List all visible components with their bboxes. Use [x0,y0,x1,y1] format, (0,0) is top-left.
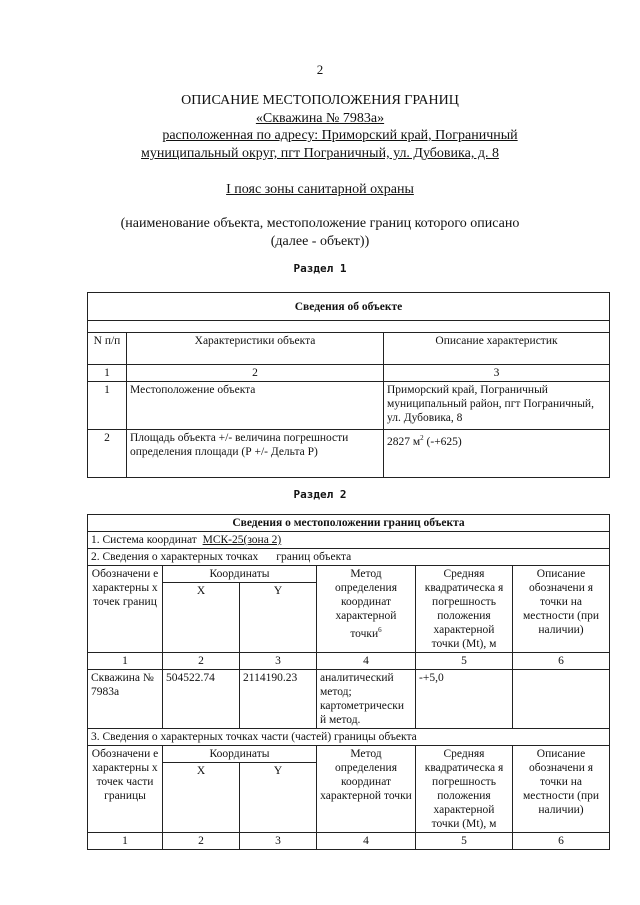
part-col-method: Метод определения координат характерной точки [317,746,416,833]
num-col-1: 1 [88,365,127,382]
address-line-1: расположенная по адресу: Приморский край, Пограничный [162,128,518,143]
col-description: Описание обозначени я точки на местности (при наличии) [513,566,610,653]
zone-line [0,181,640,198]
part-col-x: X [163,763,240,833]
coordinate-system-label: 1. Система координат [91,534,197,546]
point-x: 504522.74 [163,670,240,729]
row-description: Приморский край, Пограничный муниципальный район, пгт Пограничный, ул. Дубовика, 8 [384,382,610,430]
header-description: Описание характеристик [384,333,610,365]
num-col-2: 2 [127,365,384,382]
part-num-6: 6 [513,833,610,850]
col-coordinates: Координаты [163,566,317,583]
part-num-2: 2 [163,833,240,850]
area-value: 2827 м [387,435,421,448]
table-row [88,670,610,729]
note-line-1: (наименование объекта, местоположение границ которого описано [120,216,520,231]
col-method [317,566,416,653]
table-row [88,382,610,430]
area-unit-power: 2 [420,434,424,442]
page-number: 2 [316,62,324,77]
num-col-3: 3 [384,365,610,382]
part-num-3: 3 [240,833,317,850]
address-line-2: муниципальный округ, пгт Пограничный, ул. Дубовика, д. 8 [141,146,499,161]
coordinate-system-row [88,532,610,549]
row-characteristic: Площадь объекта +/- величина погрешности определения площади (Р +/- Дельта Р) [127,430,384,478]
table-row [88,430,610,478]
header-characteristic: Характеристики объекта [127,333,384,365]
header-n: N п/п [88,333,127,365]
part-col-coordinates: Координаты [163,746,317,763]
coordinate-system-value: МСК-25(зона 2) [202,534,282,546]
boundary-table-title: Сведения о местоположении границ объекта [88,515,610,532]
points-section-label: 2. Сведения о характерных точках [91,551,259,563]
section1-label: Раздел 1 [293,262,347,275]
col-x: X [163,583,240,653]
section2-label: Раздел 2 [293,488,347,501]
point-accuracy: -+5,0 [416,670,513,729]
part-num-4: 4 [317,833,416,850]
point-method: аналитический метод; картометрически й метод. [317,670,416,729]
num-6: 6 [513,653,610,670]
point-designation: Скважина № 7983а [88,670,163,729]
address-line-2-wrap [0,145,640,162]
part-points-label: 3. Сведения о характерных точках части (частей) границы объекта [88,729,610,746]
row-n: 1 [88,382,127,430]
part-col-designation: Обозначени е характерны х точек части границы [88,746,163,833]
col-method-footnote: 6 [378,626,382,634]
col-method-text: Метод определения координат характерной точки [334,568,397,640]
boundary-table [87,514,610,850]
row-description [384,430,610,478]
points-section-suffix: границ объекта [276,551,352,563]
col-designation: Обозначени е характерны х точек границ [88,566,163,653]
address-line-1-wrap [20,127,640,144]
num-3: 3 [240,653,317,670]
part-num-1: 1 [88,833,163,850]
point-y: 2114190.23 [240,670,317,729]
object-info-table [87,292,610,478]
zone-name: I пояс зоны санитарной охраны [226,182,414,197]
object-name-line [0,110,640,127]
part-col-y: Y [240,763,317,833]
row-characteristic: Местоположение объекта [127,382,384,430]
object-info-title: Сведения об объекте [88,293,610,321]
num-5: 5 [416,653,513,670]
num-1: 1 [88,653,163,670]
object-name: «Скважина № 7983а» [255,111,385,126]
col-y: Y [240,583,317,653]
num-2: 2 [163,653,240,670]
spacer-row [88,321,610,333]
points-section-row [88,549,610,566]
part-num-5: 5 [416,833,513,850]
num-4: 4 [317,653,416,670]
col-accuracy: Средняя квадратическа я погрешность положения характерной точки (Mt), м [416,566,513,653]
row-n: 2 [88,430,127,478]
document-title: ОПИСАНИЕ МЕСТОПОЛОЖЕНИЯ ГРАНИЦ [181,93,459,108]
part-col-accuracy: Средняя квадратическа я погрешность положения характерной точки (Mt), м [416,746,513,833]
point-description [513,670,610,729]
note-line-2: (далее - объект)) [270,234,370,249]
area-tolerance: (-+625) [423,435,462,448]
part-col-description: Описание обозначени я точки на местности (при наличии) [513,746,610,833]
